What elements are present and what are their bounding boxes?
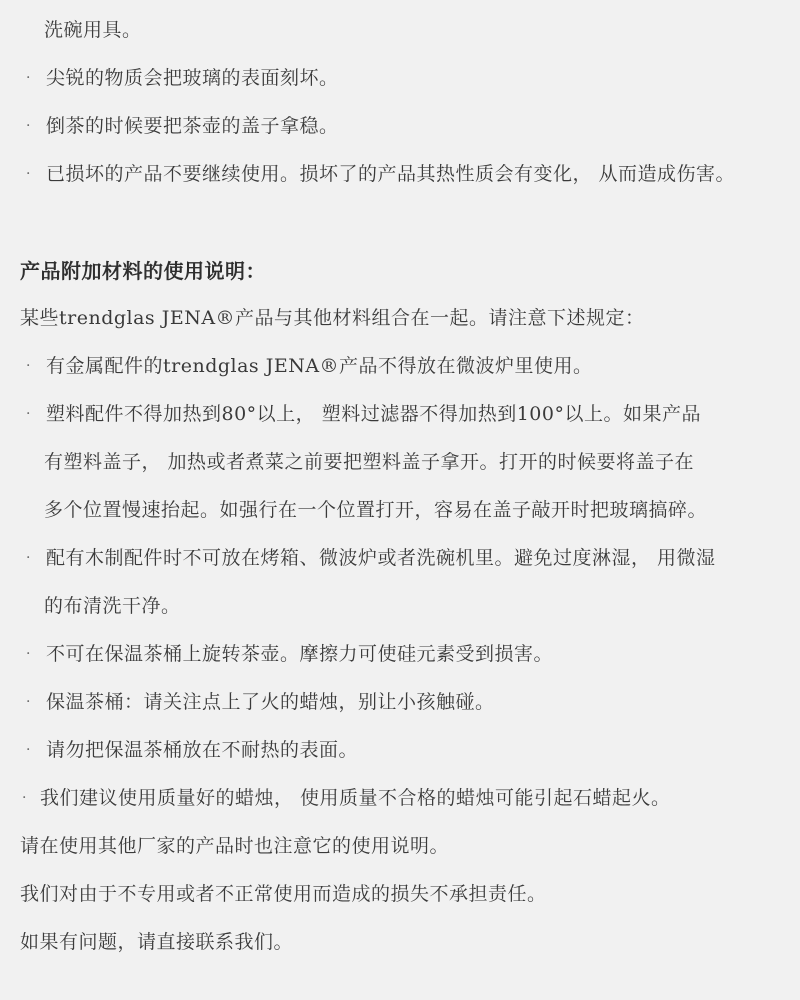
bullet-dot: · bbox=[26, 742, 31, 758]
list-item-text: 多个位置慢速抬起。如强行在一个位置打开，容易在盖子敲开时把玻璃搞碎。 bbox=[44, 499, 708, 521]
bullet-dot: · bbox=[22, 790, 27, 806]
list-item-text: 配有木制配件时不可放在烤箱、微波炉或者洗碗机里。避免过度淋湿， 用微湿 bbox=[46, 547, 716, 569]
list-item-text: 尖锐的物质会把玻璃的表面刻坏。 bbox=[46, 67, 339, 89]
intro-text: 某些trendglas JENA®产品与其他材料组合在一起。请注意下述规定： bbox=[20, 307, 645, 329]
list-item-text: 不可在保温茶桶上旋转茶壶。摩擦力可使硅元素受到损害。 bbox=[46, 643, 554, 665]
bullet-dot: · bbox=[26, 118, 31, 134]
bullet-dot: · bbox=[26, 694, 31, 710]
list-item-text: 塑料配件不得加热到80°以上， 塑料过滤器不得加热到100°以上。如果产品 bbox=[46, 403, 701, 425]
closing-text: 我们对由于不专用或者不正常使用而造成的损失不承担责任。 bbox=[20, 883, 547, 905]
bullet-dot: · bbox=[26, 166, 31, 182]
list-item-text: 有塑料盖子， 加热或者煮菜之前要把塑料盖子拿开。打开的时候要将盖子在 bbox=[44, 451, 695, 473]
list-item-text: 我们建议使用质量好的蜡烛， 使用质量不合格的蜡烛可能引起石蜡起火。 bbox=[40, 787, 671, 809]
closing-text: 如果有问题，请直接联系我们。 bbox=[20, 931, 294, 953]
list-item-text: 请勿把保温茶桶放在不耐热的表面。 bbox=[46, 739, 359, 761]
bullet-dot: · bbox=[26, 358, 31, 374]
list-item-text: 有金属配件的trendglas JENA®产品不得放在微波炉里使用。 bbox=[46, 355, 593, 377]
section-heading-text: 产品附加材料的使用说明： bbox=[20, 259, 266, 283]
list-item-text: 的布清洗干净。 bbox=[44, 595, 181, 617]
closing-text: 请在使用其他厂家的产品时也注意它的使用说明。 bbox=[20, 835, 450, 857]
continuation-text: 洗碗用具。 bbox=[44, 19, 142, 41]
bullet-dot: · bbox=[26, 70, 31, 86]
bullet-dot: · bbox=[26, 646, 31, 662]
bullet-dot: · bbox=[26, 550, 31, 566]
list-item-text: 保温茶桶：请关注点上了火的蜡烛，别让小孩触碰。 bbox=[46, 691, 495, 713]
bullet-dot: · bbox=[26, 406, 31, 422]
list-item-text: 已损坏的产品不要继续使用。损坏了的产品其热性质会有变化， 从而造成伤害。 bbox=[46, 163, 736, 185]
list-item-text: 倒茶的时候要把茶壶的盖子拿稳。 bbox=[46, 115, 339, 137]
